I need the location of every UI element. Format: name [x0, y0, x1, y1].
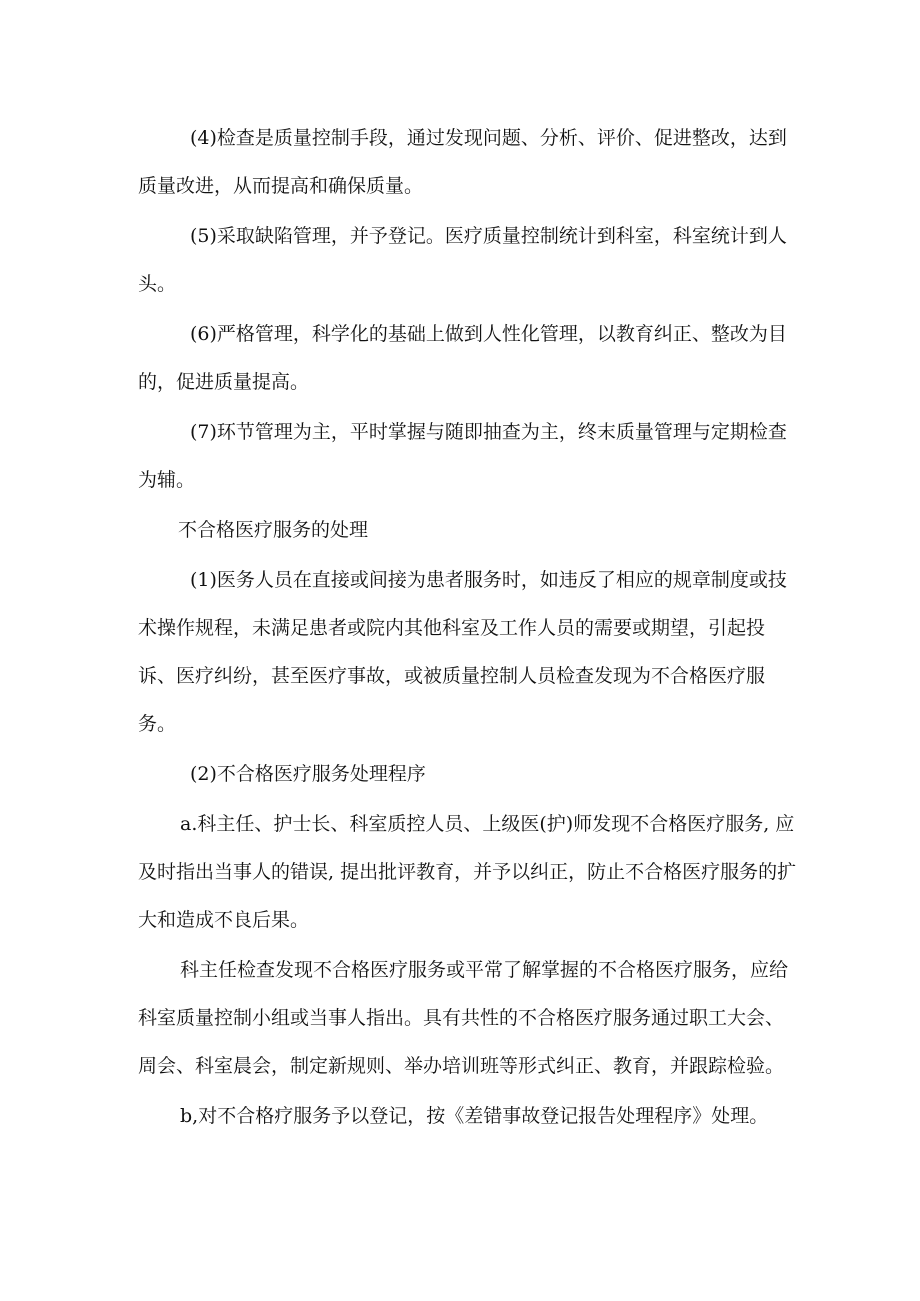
paragraph-department-head: 科主任检查发现不合格医疗服务或平常了解掌握的不合格医疗服务，应给科室质量控制小组或当事人指出。具有共性的不合格医疗服务通过职工大会、周会、科室晨会，制定新规则、举办培训班等形式纠正、教育，并跟踪检验。 — [138, 959, 789, 1077]
paragraph-item-a: a.科主任、护士长、科室质控人员、上级医(护)师发现不合格医疗服务, 应及时指出当事人的错误, 提出批评教育，并予以纠正，防止不合格医疗服务的扩大和造成不良后果。 — [138, 813, 797, 931]
paragraph-item-5: (5)采取缺陷管理，并予登记。医疗质量控制统计到科室，科室统计到人头。 — [138, 225, 787, 295]
document-body — [138, 114, 798, 1142]
paragraph-item-6: (6)严格管理，科学化的基础上做到人性化管理，以教育纠正、整改为目的，促进质量提高。 — [138, 323, 787, 393]
paragraph-item-b: b,对不合格疗服务予以登记，按《差错事故登记报告处理程序》处理。 — [180, 1105, 769, 1127]
section-heading: 不合格医疗服务的处理 — [178, 519, 369, 541]
paragraph-item-7: (7)环节管理为主，平时掌握与随即抽查为主，终末质量管理与定期检查为辅。 — [138, 421, 787, 491]
paragraph-item-1: (1)医务人员在直接或间接为患者服务时，如违反了相应的规章制度或技术操作规程，未满足患者或院内其他科室及工作人员的需要或期望，引起投诉、医疗纠纷，甚至医疗事故，或被质量控制人员检查发现为不合格医疗服务。 — [138, 569, 787, 735]
paragraph-item-2: (2)不合格医疗服务处理程序 — [190, 763, 426, 785]
paragraph-item-4: (4)检查是质量控制手段，通过发现问题、分析、评价、促进整改，达到质量改进，从而提高和确保质量。 — [138, 127, 787, 197]
